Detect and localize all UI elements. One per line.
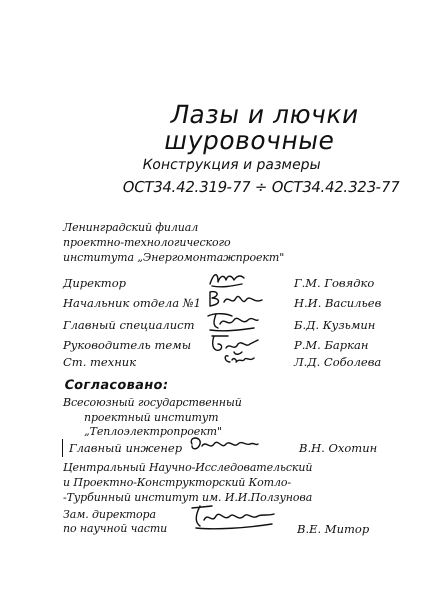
agreed-org2-line1: Центральный Научно-Исследовательский — [63, 461, 313, 474]
agreed-org2-line3: -Турбинный институт им. И.И.Ползунова — [63, 491, 313, 504]
signatory-name-director: Г.М. Говядко — [294, 276, 375, 290]
signatory-name-dept-head: Н.И. Васильев — [294, 296, 382, 310]
signature-chief-specialist — [206, 310, 260, 332]
bracket-mark — [62, 439, 63, 457]
signatory-role-senior-technician: Ст. техник — [63, 355, 137, 369]
signature-senior-technician — [222, 350, 258, 368]
document-subtitle: Конструкция и размеры — [141, 157, 323, 173]
agreed-org1-name: В.Н. Охотин — [299, 441, 378, 455]
agreed-org2-name: В.Е. Митор — [297, 522, 370, 536]
agreed-heading: Согласовано: — [63, 378, 170, 393]
agreed-org1-role: Главный инженер — [69, 441, 183, 455]
signatory-name-chief-specialist: Б.Д. Кузьмин — [294, 318, 376, 332]
agreed-org1-line3: „Теплоэлектропроект" — [84, 425, 222, 438]
agreed-org2-role-line1: Зам. директора — [63, 508, 156, 521]
signatory-name-senior-technician: Л.Д. Соболева — [294, 355, 382, 369]
signatory-role-chief-specialist: Главный специалист — [63, 318, 195, 332]
developer-line1: Ленинградский филиал — [63, 221, 199, 234]
signatory-role-topic-lead: Руководитель темы — [63, 338, 192, 352]
signatory-name-topic-lead: Р.М. Баркан — [294, 338, 369, 352]
standards-range: ОСТ34.42.319-77 ÷ ОСТ34.42.323-77 — [121, 178, 401, 196]
agreed-org2-role-line2: по научной части — [63, 522, 168, 535]
signature-chief-engineer — [188, 434, 260, 456]
signature-director — [208, 270, 248, 290]
agreed-org2-line2: и Проектно-Конструкторский Котло- — [63, 476, 291, 489]
document-title-line2: шуровочные — [162, 126, 338, 155]
signatory-role-dept-head: Начальник отдела №1 — [63, 296, 201, 310]
agreed-org1-line2: проектный институт — [84, 411, 219, 424]
signature-dept-head — [206, 288, 266, 310]
developer-line2: проектно-технологического — [63, 236, 231, 249]
signatory-role-director: Директор — [63, 276, 126, 290]
agreed-org1-line1: Всесоюзный государственный — [63, 396, 242, 409]
developer-line3: института „Энергомонтажпроект" — [63, 251, 285, 264]
document-title-line1: Лазы и лючки — [168, 100, 362, 129]
signature-deputy-director — [186, 502, 278, 532]
